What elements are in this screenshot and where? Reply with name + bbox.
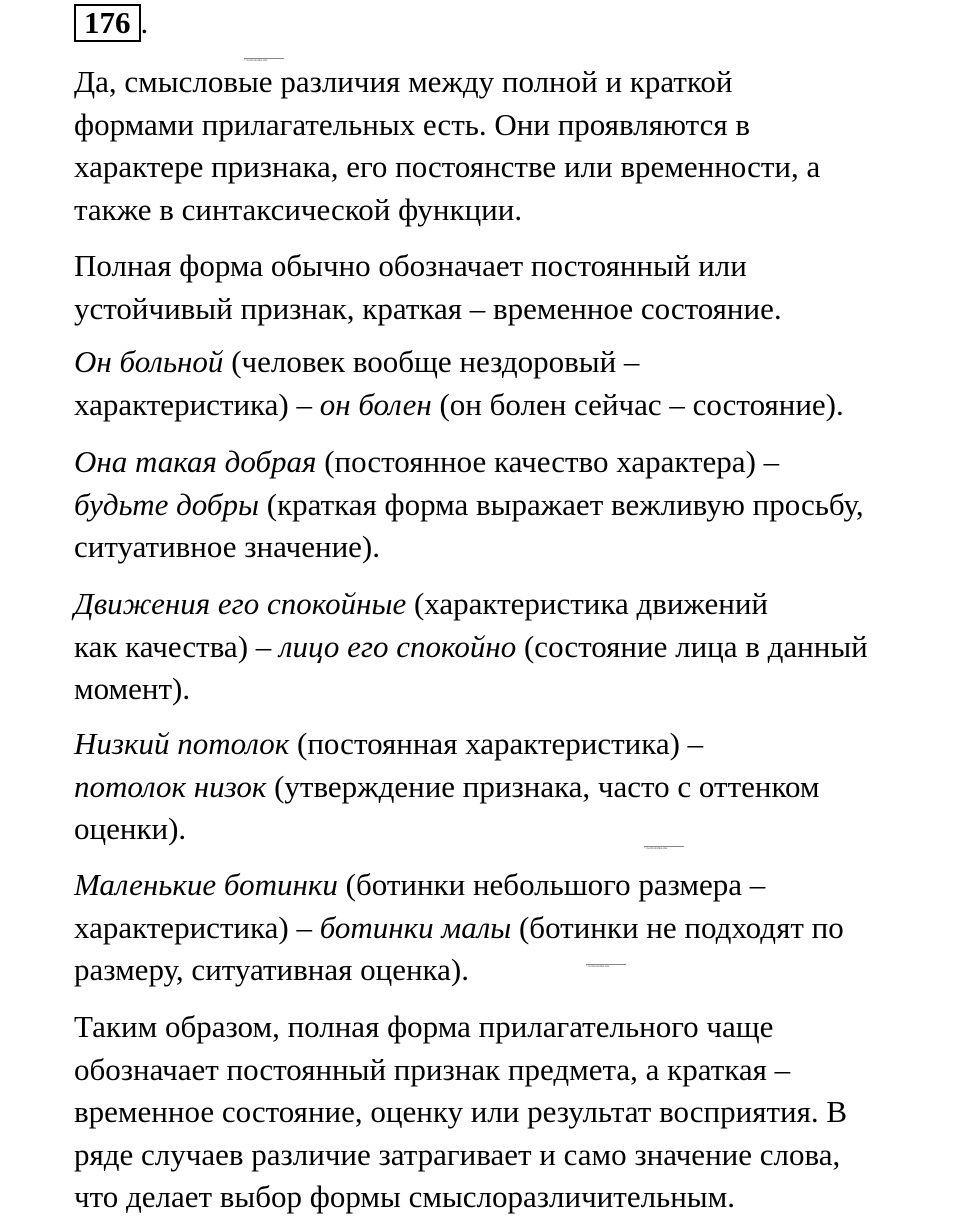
paragraph [4,583,958,711]
text-segment: (постоянное качество характера) – [316,444,780,479]
paragraph [4,1006,958,1219]
text-segment: обозначает постоянный признак предмета, а краткая – [74,1051,791,1087]
text-line [4,949,958,992]
paragraph [4,341,958,426]
text-segment: оценки). [74,811,187,846]
text-line [4,441,958,484]
text-segment: характере признака, его постоянстве или временности, а [74,149,821,184]
text-line [4,723,958,766]
italic-example: ботинки малы [319,909,512,945]
text-line [4,907,958,950]
italic-example: будьте добры [74,486,259,522]
text-line [4,583,958,626]
paragraph [4,723,958,851]
text-segment: (характеристика движений [406,586,769,621]
text-segment: что делает выбор формы смыслоразличительным. [74,1179,735,1214]
text-line [4,189,958,232]
italic-example: потолок низок [74,768,267,804]
text-line [4,104,958,147]
text-line [4,484,958,527]
italic-example: Маленькие ботинки [74,867,338,902]
text-line [4,1091,958,1134]
paragraph [4,864,958,992]
text-line [4,384,958,427]
text-line [4,245,958,288]
italic-example: Низкий потолок [74,726,290,761]
text-segment: (ботинки небольшого размера – [337,867,766,902]
paragraph [4,61,958,231]
watermark: ©pomogalka.me [244,58,284,61]
text-segment: (утверждение признака, часто с оттенком [266,768,820,804]
text-segment: как качества) – [74,628,280,664]
watermark: ©pomogalka.me [586,964,626,967]
text-segment: (краткая форма выражает вежливую просьбу, [259,486,864,522]
paragraph [4,441,958,569]
text-segment: характеристика) – [74,909,320,945]
text-segment: (постоянная характеристика) – [289,726,704,761]
text-segment: характеристика) – [74,386,320,422]
text-line [4,1176,958,1219]
exercise-number-box: 176 [74,4,141,42]
text-line [4,864,958,907]
text-segment: Полная форма обычно обозначает постоянный или [74,248,747,283]
text-line [4,1134,958,1177]
text-segment: (состояние лица в данный [516,628,868,664]
paragraph [4,245,958,330]
text-line [4,526,958,569]
text-line [4,808,958,851]
text-segment: размеру, ситуативная оценка). [74,952,469,987]
text-line [4,1049,958,1092]
text-segment: (ботинки не подходят по [511,909,844,945]
text-line [4,626,958,669]
exercise-number-dot: . [140,5,149,40]
text-line [4,1006,958,1049]
text-line [4,341,958,384]
text-line [4,766,958,809]
text-line [4,288,958,331]
text-line [4,668,958,711]
text-segment: (человек вообще нездоровый – [223,344,640,379]
text-segment: ряде случаев различие затрагивает и само значение слова, [74,1136,841,1172]
text-segment: ситуативное значение). [74,529,381,564]
italic-example: Движения его спокойные [74,586,407,621]
text-segment: формами прилагательных есть. Они проявляются в [74,106,750,142]
italic-example: лицо его спокойно [279,628,517,664]
text-segment: временное состояние, оценку или результат восприятия. В [74,1094,848,1129]
text-segment: момент). [74,671,191,706]
text-line [4,61,958,104]
text-segment: также в синтаксической функции. [74,191,523,227]
text-segment: Таким образом, полная форма прилагательного чаще [74,1009,774,1044]
text-segment: устойчивый признак, краткая – временное состояние. [74,290,782,326]
text-segment: Да, смысловые различия между полной и краткой [74,64,733,99]
text-line [4,146,958,189]
watermark: ©pomogalka.me [644,846,684,849]
italic-example: Он больной [74,344,224,379]
italic-example: Она такая добрая [74,444,317,479]
exercise-number [74,4,148,42]
italic-example: он болен [319,386,432,422]
text-segment: (он болен сейчас – состояние). [431,386,844,422]
